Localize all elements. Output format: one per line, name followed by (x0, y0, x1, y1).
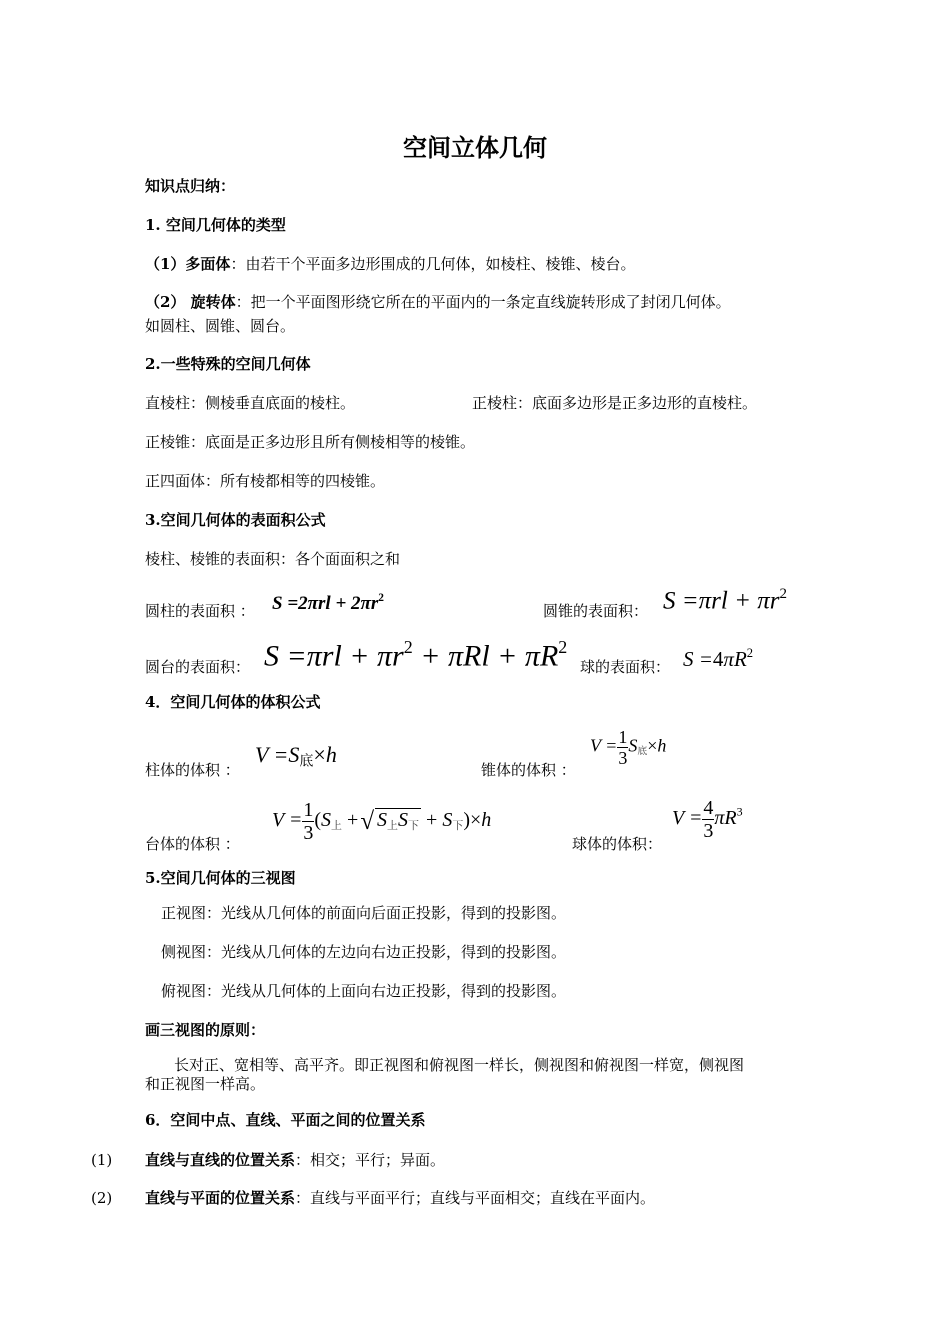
one-third-fraction: $\frac{1}{3}$ (618, 727, 628, 768)
subscript-base: 底 (299, 754, 314, 770)
frustum-surface-formula: $S =\pi rl + \pi r^2 + \pi Rl + \pi R^2$ (264, 637, 568, 673)
sphere-surface-label: 球的表面积： (580, 658, 671, 676)
prism-volume-label: 柱体的体积 ： (145, 761, 240, 779)
cylinder-surface-formula: $S =2\pi rl + 2\pi r^2$ (272, 592, 384, 614)
polyhedron-text: ：由若干个平面多边形围成的几何体，如棱柱、棱锥、棱台。 (230, 255, 636, 273)
one-third-fraction-2: $\frac{1}{3}$ (303, 799, 314, 844)
summary-heading: 知识点归纳： (145, 177, 236, 195)
four-thirds-fraction: $\frac{4}{3}$ (703, 797, 714, 842)
section-2-heading: 2.一些特殊的空间几何体 (145, 355, 311, 373)
polyhedron-label: （1）多面体 (145, 255, 231, 273)
front-view-def: 正视图：光线从几何体的前面向后面正投影，得到的投影图。 (161, 904, 567, 922)
top-view-def: 俯视图：光线从几何体的上面向右边正投影，得到的投影图。 (161, 982, 567, 1000)
principle-heading: 画三视图的原则： (145, 1021, 266, 1039)
cylinder-surface-label: 圆柱的表面积 ： (145, 602, 255, 620)
line-plane-text: ：直线与平面平行；直线与平面相交；直线在平面内。 (295, 1189, 656, 1207)
regular-tetrahedron-def: 正四面体：所有棱都相等的四棱锥。 (145, 472, 386, 490)
subscript-lower-2: 下 (452, 819, 464, 832)
revolution-paragraph (145, 292, 731, 312)
section-6-heading: 6．空间中点、直线、平面之间的位置关系 (145, 1111, 426, 1129)
subscript-lower: 下 (408, 819, 420, 832)
subscript-base-2: 底 (637, 746, 648, 758)
item-1-number: (1) (91, 1151, 113, 1169)
principle-text: 长对正、宽相等、高平齐。即正视图和俯视图一样长，侧视图和俯视图一样宽，侧视图 (174, 1056, 745, 1074)
prism-surface-area: 棱柱、棱锥的表面积：各个面面积之和 (145, 550, 401, 568)
line-plane-relation (145, 1188, 655, 1208)
revolution-text: ：把一个平面图形绕它所在的平面内的一条定直线旋转形成了封闭几何体。 (235, 293, 731, 311)
section-1-heading: 1. 空间几何体的类型 (145, 216, 286, 234)
item-2-number: (2) (91, 1189, 113, 1207)
line-line-relation (145, 1150, 445, 1170)
revolution-text-cont: 如圆柱、圆锥、圆台。 (145, 317, 296, 335)
line-line-text: ：相交；平行；异面。 (295, 1151, 446, 1169)
subscript-upper-2: 上 (387, 819, 399, 832)
prism-volume-formula: $V =S_底\times h$ (255, 742, 337, 770)
frustum-volume-formula: V = $\frac{1}{3}$ ($S_上$ +√ $S_上S_下 + S_下)\times h$ (272, 799, 492, 844)
section-5-heading: 5.空间几何体的三视图 (145, 869, 296, 887)
sphere-surface-formula: $S =4\pi R^2$ (683, 646, 754, 671)
frustum-surface-label: 圆台的表面积： (145, 658, 251, 676)
cone-surface-label: 圆锥的表面积： (543, 602, 649, 620)
pyramid-volume-formula: V = $\frac{1}{3}$ $S_底\times h$ (590, 727, 667, 768)
section-4-heading: 4．空间几何体的体积公式 (145, 693, 321, 711)
pyramid-volume-label: 锥体的体积 ： (481, 761, 576, 779)
sphere-volume-formula: V = $\frac{4}{3}$ $\pi R^3$ (672, 797, 743, 842)
sphere-volume-label: 球体的体积： (572, 835, 663, 853)
section-3-heading: 3.空间几何体的表面积公式 (145, 511, 326, 529)
side-view-def: 侧视图：光线从几何体的左边向右边正投影，得到的投影图。 (161, 943, 567, 961)
regular-prism-def: 正棱柱：底面多边形是正多边形的直棱柱。 (472, 394, 758, 412)
page-title: 空间立体几何 (403, 133, 547, 162)
frustum-volume-label: 台体的体积 ： (145, 835, 240, 853)
regular-pyramid-def: 正棱锥：底面是正多边形且所有侧棱相等的棱锥。 (145, 433, 476, 451)
principle-text-cont: 和正视图一样高。 (145, 1075, 266, 1093)
right-prism-def: 直棱柱：侧棱垂直底面的棱柱。 (145, 394, 356, 412)
line-plane-label: 直线与平面的位置关系 (145, 1189, 296, 1207)
polyhedron-paragraph (145, 254, 635, 274)
cone-surface-formula: $S =\pi rl + \pi r^2$ (663, 586, 787, 615)
line-line-label: 直线与直线的位置关系 (145, 1151, 296, 1169)
revolution-label: （2） 旋转体 (145, 293, 236, 311)
subscript-upper: 上 (331, 819, 343, 832)
